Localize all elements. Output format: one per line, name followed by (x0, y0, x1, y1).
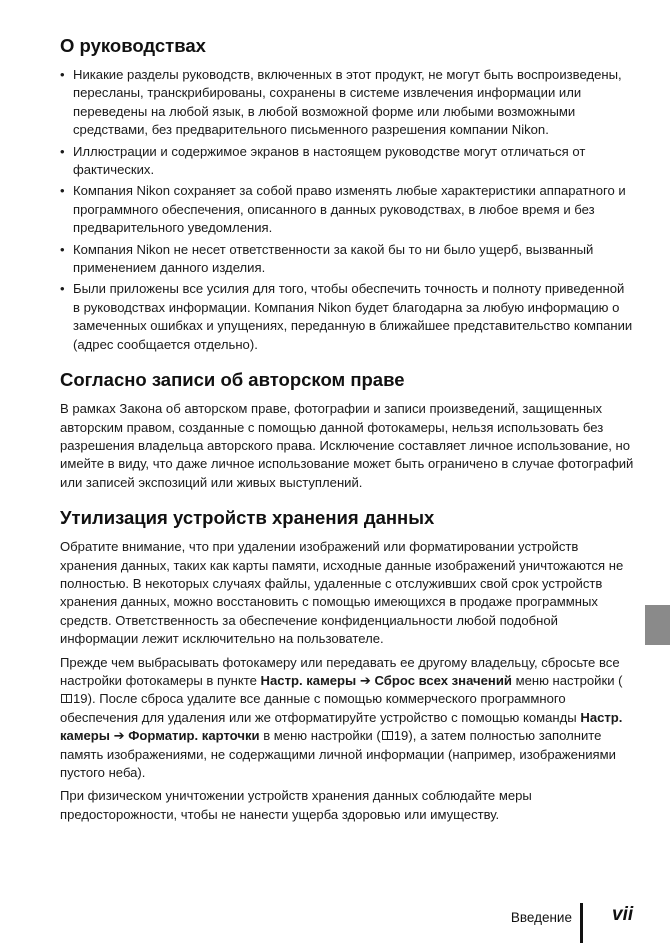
text-run: ). После сброса удалите все данные с помощью коммерческого программного обеспечения для удаления или же отформатируйте устройство с помощью команды (60, 691, 581, 725)
page-reference: 19 (393, 728, 409, 744)
copyright-paragraph: В рамках Закона об авторском праве, фотографии и записи произведений, защищенных авторским правом, созданные с помощью данной фотокамеры, нельзя использовать без разрешения владельца авторского права. Исключение составляет личное использование, но имейте в виду, что даже личное использование может быть ограничено в случае фотографий или записей экспозиций или живых выступлений. (60, 401, 634, 490)
book-reference-icon (382, 731, 393, 740)
section-title-copyright: Согласно записи об авторском праве (60, 369, 405, 391)
page-number: vii (612, 904, 634, 925)
text-run: меню настройки ( (511, 672, 623, 688)
disposal-paragraph-2 (60, 654, 634, 783)
bullet-item: • Были приложены все усилия для того, чтобы обеспечить точность и полноту приведенной в руководствах информации. Компания Nikon будет благодарна за любую информацию о замеченных ошибках и упущениях, переданную в ближайшее представительство компании (адрес сообщается отдельно). (60, 280, 634, 354)
menu-item-reset-all: Сброс всех значений (374, 672, 512, 688)
disposal-paragraph-1: Обратите внимание, что при удалении изображений или форматировании устройств хранения данных, таких как карты памяти, исходные данные изображений уничтожаются не полностью. В некоторых случаях файлы, удаленные с отслуживших свой срок устройств хранения данных, можно восстановить с помощью имеющихся в продаже программных средств. Ответственность за обеспечение конфиденциальности любой подобной информации лежит исключительно на пользователе. (60, 539, 624, 647)
menu-item-format-card: Форматир. карточки (128, 728, 260, 744)
bullet-item: • Иллюстрации и содержимое экранов в настоящем руководстве могут отличаться от фактических. (60, 143, 634, 180)
arrow-icon: ➔ (359, 672, 371, 688)
disposal-paragraph-3: При физическом уничтожении устройств хранения данных соблюдайте меры предосторожности, чтобы не нанести ущерба здоровью или имуществу. (60, 788, 532, 822)
menu-path-setup: Настр. камеры (60, 709, 623, 744)
page-content (60, 34, 634, 838)
section-title-manuals: О руководствах (60, 35, 206, 56)
page-reference: 19 (73, 691, 88, 707)
arrow-icon: ➔ (113, 728, 125, 744)
bullet-item: • Компания Nikon не несет ответственности за какой бы то ни было ущерб, вызванный применением данного изделия. (60, 241, 634, 278)
chapter-side-tab (645, 605, 670, 645)
section-copyright (60, 368, 634, 492)
bullet-item: • Никакие разделы руководств, включенных в этот продукт, не могут быть воспроизведены, пересланы, транскрибированы, сохранены в системе извлечения информации или переведены на любой язык, в любой возможной форме или любыми возможными средствами, без предварительного письменного разрешения компании Nikon. (60, 66, 634, 140)
menu-path-setup: Настр. камеры (260, 672, 357, 688)
section-manuals (60, 34, 634, 354)
text-run: Прежде чем выбрасывать фотокамеру или передавать ее другому владельцу, сбросьте все настройки фотокамеры в пункте (60, 654, 620, 688)
section-disposal (60, 506, 634, 824)
footer-divider (580, 903, 583, 943)
manuals-bullet-list (60, 66, 634, 354)
footer-chapter-label: Введение (510, 910, 572, 925)
section-title-disposal: Утилизация устройств хранения данных (60, 507, 435, 529)
bullet-item: • Компания Nikon сохраняет за собой право изменять любые характеристики аппаратного и программного обеспечения, описанного в данных руководствах, в любое время и без предварительного уведомления. (60, 182, 634, 237)
book-reference-icon (61, 694, 72, 703)
text-run: ), а затем полностью заполните память изображениями, не содержащими личной информации (например, изображениями пустого неба). (60, 728, 616, 780)
text-run: в меню настройки ( (259, 728, 381, 744)
